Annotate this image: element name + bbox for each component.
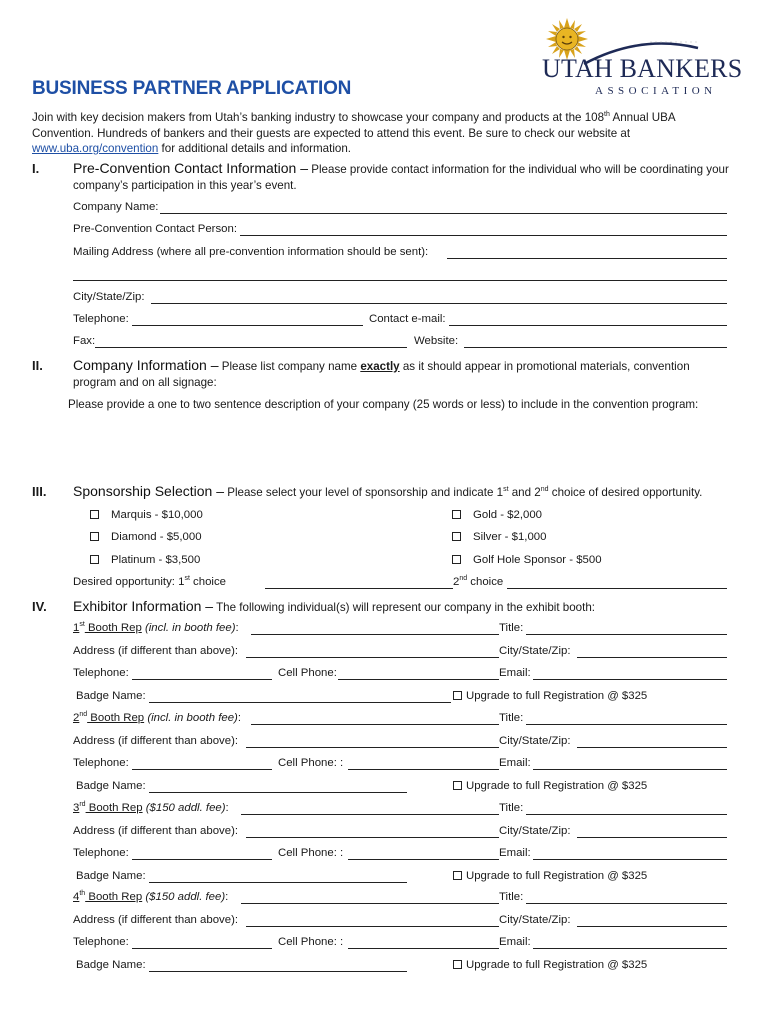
- section-2-description-prompt: Please provide a one to two sentence description of your company (25 words or less) to include in the convention program:: [68, 398, 699, 411]
- fax-field[interactable]: [95, 347, 407, 348]
- first-choice-field[interactable]: [265, 588, 453, 589]
- booth-rep-address-row: [73, 645, 727, 659]
- desired-second-sup: nd: [459, 575, 468, 582]
- booth-rep-badge-row: [76, 780, 727, 794]
- city-state-zip-row: [73, 291, 727, 305]
- booth-rep-text: Booth Rep: [85, 802, 143, 814]
- booth-rep-address-row: [73, 914, 727, 928]
- desired-second-num: 2: [453, 576, 460, 588]
- booth-rep-row: [73, 712, 727, 726]
- booth-rep-text: Booth Rep: [87, 712, 145, 724]
- booth-rep-address-label: Address (if different than above):: [73, 644, 239, 657]
- intro-paragraph: [32, 110, 732, 157]
- fax-label: Fax:: [73, 335, 96, 347]
- booth-rep-title-label: Title:: [499, 891, 524, 903]
- section-3-sup-2: nd: [540, 486, 549, 493]
- booth-rep-badge-field[interactable]: [149, 971, 407, 972]
- booth-rep-email-label: Email:: [499, 936, 531, 948]
- booth-rep-city-label: City/State/Zip:: [499, 644, 571, 657]
- booth-rep-row: [73, 622, 727, 636]
- booth-rep-title-field[interactable]: [526, 634, 727, 635]
- booth-rep-address-field[interactable]: [246, 926, 499, 927]
- booth-rep-badge-row: [76, 959, 727, 973]
- booth-rep-telephone-label: Telephone:: [73, 936, 129, 948]
- booth-rep-cell-label: Cell Phone:: [278, 667, 337, 679]
- platinum-checkbox[interactable]: [90, 555, 99, 564]
- booth-rep-phone-row: [73, 936, 727, 950]
- upgrade-label: Upgrade to full Registration @ $325: [466, 689, 648, 702]
- booth-rep-title-label: Title:: [499, 712, 524, 724]
- section-4-desc: [73, 599, 733, 616]
- company-name-row: [73, 201, 727, 215]
- section-2-text-a: Please list company name: [218, 360, 361, 373]
- booth-rep-text: Booth Rep: [85, 891, 143, 903]
- booth-rep-fee: ($150 addl. fee): [145, 802, 226, 814]
- booth-rep-telephone-field[interactable]: [132, 859, 272, 860]
- booth-rep-title-field[interactable]: [526, 724, 727, 725]
- booth-rep-label: 3rd Booth Rep ($150 addl. fee):: [73, 801, 229, 814]
- booth-rep-sup: rd: [79, 801, 86, 808]
- section-4-title: Exhibitor Information –: [73, 598, 214, 614]
- option-golf-hole-label: Golf Hole Sponsor - $500: [473, 554, 602, 566]
- section-3-number: III.: [32, 484, 47, 499]
- contact-person-label: Pre-Convention Contact Person:: [73, 223, 237, 235]
- booth-rep-city-label: City/State/Zip:: [499, 824, 571, 837]
- desired-opportunity-row: [73, 576, 727, 590]
- convention-link[interactable]: www.uba.org/convention: [32, 142, 159, 155]
- booth-rep-telephone-field[interactable]: [132, 679, 272, 680]
- company-name-label: Company Name:: [73, 201, 159, 213]
- section-1-header: [32, 161, 732, 193]
- golf-hole-checkbox[interactable]: [452, 555, 461, 564]
- section-4-text: The following individual(s) will represent our company in the exhibit booth:: [213, 601, 596, 614]
- booth-rep-fee: (incl. in booth fee): [144, 622, 236, 634]
- upgrade-option[interactable]: [453, 959, 647, 971]
- booth-rep-email-field[interactable]: [533, 948, 727, 949]
- booth-rep-label: 1st Booth Rep (incl. in booth fee):: [73, 621, 239, 634]
- upgrade-checkbox[interactable]: [453, 691, 462, 700]
- booth-rep-address-label: Address (if different than above):: [73, 734, 239, 747]
- silver-checkbox[interactable]: [452, 532, 461, 541]
- option-platinum[interactable]: [90, 554, 200, 566]
- intro-text-1: Join with key decision makers from Utah’s banking industry to showcase your company and products at the 108: [32, 111, 605, 124]
- booth-rep-telephone-label: Telephone:: [73, 757, 129, 769]
- booth-rep-email-field[interactable]: [533, 769, 727, 770]
- booth-rep-badge-row: [76, 690, 727, 704]
- booth-rep-phone-row: [73, 667, 727, 681]
- booth-rep-number: 4: [73, 891, 80, 903]
- section-2-emphasis: exactly: [360, 360, 400, 373]
- desired-second-label: [453, 576, 503, 588]
- booth-rep-city-label: City/State/Zip:: [499, 734, 571, 747]
- option-silver-label: Silver - $1,000: [473, 531, 547, 543]
- option-golf-hole[interactable]: [452, 554, 602, 566]
- mailing-address-field-2[interactable]: [73, 280, 727, 281]
- booth-rep-row: [73, 802, 727, 816]
- city-state-zip-field[interactable]: [151, 303, 727, 304]
- booth-rep-fee: ($150 addl. fee): [145, 891, 226, 903]
- booth-rep-cell-field[interactable]: [338, 679, 499, 680]
- section-3-desc: [73, 484, 753, 501]
- contact-person-row: [73, 223, 727, 237]
- booth-rep-sup: st: [79, 621, 85, 628]
- booth-rep-telephone-label: Telephone:: [73, 667, 129, 679]
- booth-rep-title-label: Title:: [499, 802, 524, 814]
- logo-sub-text: ASSOCIATION: [595, 85, 717, 97]
- desired-first-sup: st: [184, 575, 190, 582]
- booth-rep-sup: th: [79, 890, 86, 897]
- option-diamond[interactable]: [90, 531, 202, 543]
- booth-rep-address-field[interactable]: [246, 747, 499, 748]
- section-3-header: [32, 484, 742, 502]
- desired-first-label: [73, 576, 226, 588]
- mailing-address-row-2: [73, 268, 727, 282]
- section-1-number: I.: [32, 161, 40, 176]
- booth-rep-email-label: Email:: [499, 757, 531, 769]
- booth-rep-address-field[interactable]: [246, 657, 499, 658]
- booth-rep-name-field[interactable]: [241, 903, 499, 904]
- booth-rep-phone-row: [73, 757, 727, 771]
- booth-rep-cell-field[interactable]: [348, 948, 499, 949]
- booth-rep-telephone-field[interactable]: [132, 948, 272, 949]
- booth-rep-label: 4th Booth Rep ($150 addl. fee):: [73, 890, 229, 903]
- booth-rep-number: 1: [73, 622, 80, 634]
- booth-rep-text: Booth Rep: [84, 622, 142, 634]
- booth-rep-address-row: [73, 735, 727, 749]
- booth-rep-address-label: Address (if different than above):: [73, 824, 239, 837]
- booth-rep-title-field[interactable]: [526, 903, 727, 904]
- contact-email-field[interactable]: [449, 325, 727, 326]
- option-platinum-label: Platinum - $3,500: [111, 554, 201, 566]
- booth-rep-cell-label: Cell Phone: :: [278, 847, 344, 859]
- section-2-header: [32, 358, 732, 390]
- option-gold[interactable]: [452, 509, 542, 521]
- booth-rep-fee: (incl. in booth fee): [147, 712, 238, 724]
- booth-rep-number: 2: [73, 712, 80, 724]
- booth-rep-row: [73, 891, 727, 905]
- upgrade-option[interactable]: [453, 690, 647, 702]
- booth-rep-title-label: Title:: [499, 622, 524, 634]
- booth-rep-label: 2nd Booth Rep (incl. in booth fee):: [73, 711, 242, 724]
- booth-rep-cell-field[interactable]: [348, 769, 499, 770]
- booth-rep-name-field[interactable]: [251, 634, 499, 635]
- booth-rep-badge-label: Badge Name:: [76, 689, 146, 702]
- booth-rep-city-field[interactable]: [577, 837, 727, 838]
- booth-rep-email-field[interactable]: [533, 679, 727, 680]
- diamond-checkbox[interactable]: [90, 532, 99, 541]
- section-2-number: II.: [32, 358, 43, 373]
- booth-rep-number: 3: [73, 802, 80, 814]
- mailing-address-label: Mailing Address (where all pre-convention information should be sent):: [73, 246, 429, 258]
- upgrade-checkbox[interactable]: [453, 781, 462, 790]
- booth-rep-badge-field[interactable]: [149, 882, 407, 883]
- booth-rep-sup: nd: [79, 711, 88, 718]
- upgrade-option[interactable]: [453, 870, 647, 882]
- section-3-sup-1: st: [503, 486, 509, 493]
- section-4-header: [32, 599, 742, 617]
- upgrade-label: Upgrade to full Registration @ $325: [466, 869, 648, 882]
- desired-first-choice: choice: [189, 576, 226, 588]
- upgrade-label: Upgrade to full Registration @ $325: [466, 958, 648, 971]
- option-diamond-label: Diamond - $5,000: [111, 531, 202, 543]
- upgrade-checkbox[interactable]: [453, 871, 462, 880]
- booth-rep-email-label: Email:: [499, 667, 531, 679]
- logo-brand-text: UTAH BANKERS: [542, 54, 743, 83]
- page-title: BUSINESS PARTNER APPLICATION: [32, 78, 352, 99]
- option-silver[interactable]: [452, 531, 546, 543]
- booth-rep-address-row: [73, 825, 727, 839]
- booth-rep-badge-field[interactable]: [149, 792, 407, 793]
- booth-rep-badge-label: Badge Name:: [76, 869, 146, 882]
- booth-rep-cell-field[interactable]: [348, 859, 499, 860]
- booth-rep-city-field[interactable]: [577, 926, 727, 927]
- booth-rep-title-field[interactable]: [526, 814, 727, 815]
- section-3-text-c: choice of desired opportunity.: [548, 486, 703, 499]
- section-1-text: Please provide contact information for the individual who will be coordinating your company’s participation in this year’s event.: [73, 163, 729, 192]
- booth-rep-badge-field[interactable]: [149, 702, 451, 703]
- booth-rep-city-label: City/State/Zip:: [499, 913, 571, 926]
- option-marquis[interactable]: [90, 509, 203, 521]
- upgrade-option[interactable]: [453, 780, 647, 792]
- section-2-title: Company Information –: [73, 357, 219, 373]
- section-2-desc: [73, 358, 733, 390]
- section-3-text-b: and 2: [508, 486, 541, 499]
- section-3-text-a: Please select your level of sponsorship and indicate 1: [224, 486, 504, 499]
- upgrade-checkbox[interactable]: [453, 960, 462, 969]
- mailing-address-row: [73, 246, 727, 260]
- booth-rep-address-label: Address (if different than above):: [73, 913, 239, 926]
- booth-rep-address-field[interactable]: [246, 837, 499, 838]
- booth-rep-city-field[interactable]: [577, 747, 727, 748]
- uba-logo: [540, 14, 743, 104]
- section-1-desc: [73, 161, 733, 193]
- second-choice-field[interactable]: [507, 588, 727, 589]
- upgrade-label: Upgrade to full Registration @ $325: [466, 779, 648, 792]
- company-name-field[interactable]: [160, 213, 727, 214]
- section-3-title: Sponsorship Selection –: [73, 483, 224, 499]
- intro-text-2: Annual UBA Convention. Hundreds of bankers and their guests are expected to attend this event. Be sure to check our website at: [32, 111, 675, 140]
- gold-checkbox[interactable]: [452, 510, 461, 519]
- fax-website-row: [73, 335, 727, 349]
- telephone-field[interactable]: [132, 325, 363, 326]
- booth-rep-name-field[interactable]: [251, 724, 499, 725]
- contact-person-field[interactable]: [240, 235, 727, 236]
- contact-email-label: Contact e-mail:: [369, 313, 446, 325]
- booth-rep-telephone-label: Telephone:: [73, 847, 129, 859]
- marquis-checkbox[interactable]: [90, 510, 99, 519]
- desired-second-choice: choice: [467, 576, 504, 588]
- section-1-title: Pre-Convention Contact Information –: [73, 160, 309, 176]
- intro-sup: th: [604, 111, 610, 118]
- desired-first-text: Desired opportunity: 1: [73, 576, 185, 588]
- website-field[interactable]: [464, 347, 727, 348]
- booth-rep-badge-row: [76, 870, 727, 884]
- booth-rep-cell-label: Cell Phone: :: [278, 757, 344, 769]
- option-marquis-label: Marquis - $10,000: [111, 509, 203, 521]
- intro-text-3: for additional details and information.: [158, 142, 352, 155]
- website-label: Website:: [414, 335, 459, 347]
- option-gold-label: Gold - $2,000: [473, 509, 543, 521]
- telephone-email-row: [73, 313, 727, 327]
- booth-rep-email-label: Email:: [499, 847, 531, 859]
- booth-rep-cell-label: Cell Phone: :: [278, 936, 344, 948]
- booth-rep-phone-row: [73, 847, 727, 861]
- booth-rep-badge-label: Badge Name:: [76, 779, 146, 792]
- booth-rep-city-field[interactable]: [577, 657, 727, 658]
- booth-rep-email-field[interactable]: [533, 859, 727, 860]
- section-2-text-b: as it should appear in promotional materials, convention program and on all signage:: [73, 360, 690, 389]
- mailing-address-field[interactable]: [447, 258, 727, 259]
- booth-rep-name-field[interactable]: [241, 814, 499, 815]
- booth-rep-telephone-field[interactable]: [132, 769, 272, 770]
- booth-rep-badge-label: Badge Name:: [76, 958, 146, 971]
- city-state-zip-label: City/State/Zip:: [73, 291, 145, 303]
- section-4-number: IV.: [32, 599, 47, 614]
- telephone-label: Telephone:: [73, 313, 129, 325]
